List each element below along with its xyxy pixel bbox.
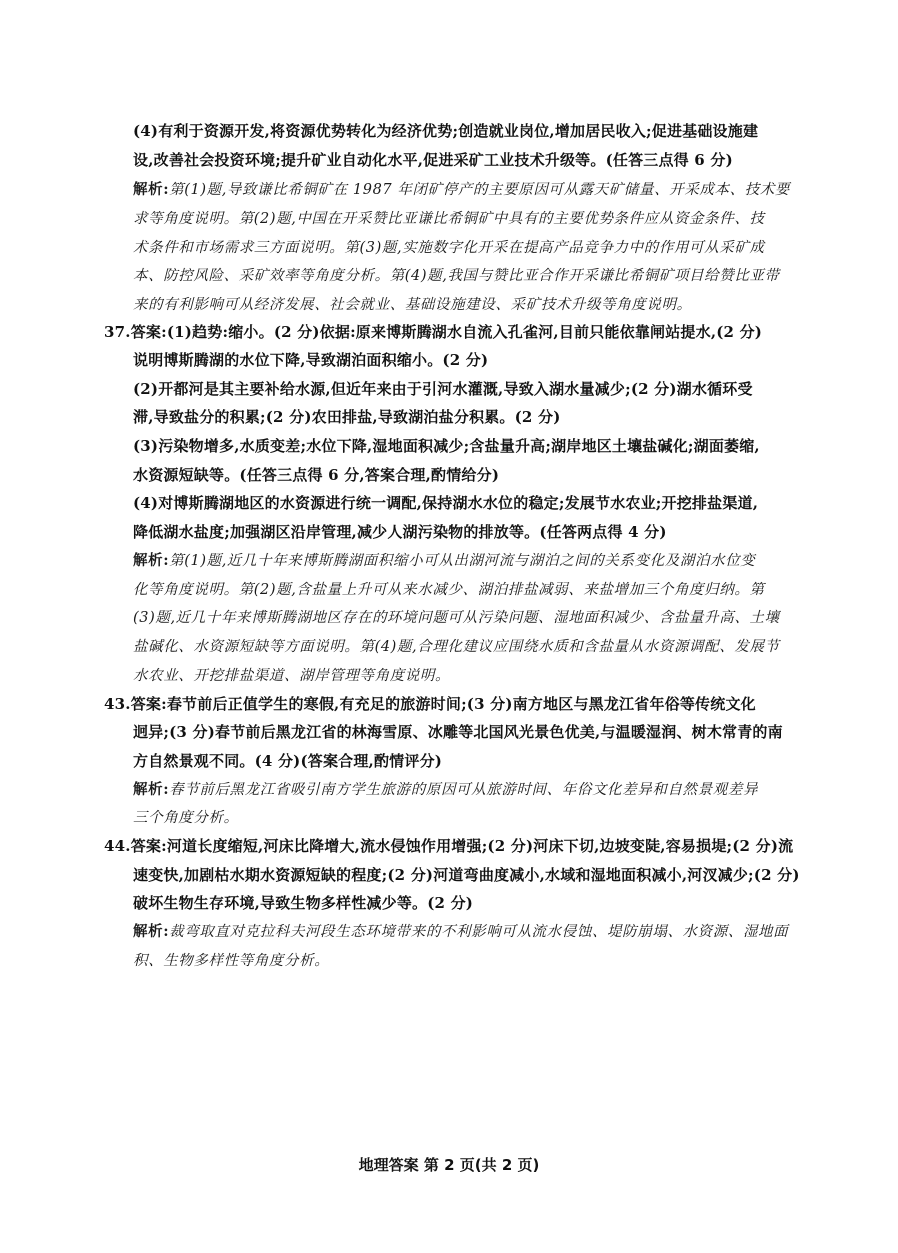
q36-analysis-line-5: 来的有利影响可从经济发展、社会就业、基础设施建设、采矿技术升级等角度说明。 bbox=[133, 297, 692, 313]
q43-answer-line-1: 43.答案:春节前后正值学生的寒假,有充足的旅游时间;(3 分)南方地区与黑龙江省年俗等传统文化 bbox=[104, 695, 756, 713]
q43-answer-line-2: 迥异;(3 分)春节前后黑龙江省的林海雪原、冰雕等北国风光景色优美,与温暖湿润、树木常青的南 bbox=[133, 723, 783, 741]
q43-analysis-line-2: 三个角度分析。 bbox=[133, 810, 239, 826]
q37-answer-line-8: 降低湖水盐度;加强湖区沿岸管理,减少人湖污染物的排放等。(任答两点得 4 分) bbox=[133, 523, 667, 541]
analysis-label: 解析: bbox=[133, 552, 170, 569]
q37-answer-line-7: (4)对博斯腾湖地区的水资源进行统一调配,保持湖水水位的稳定;发展节水农业;开挖排盐渠道, bbox=[133, 494, 759, 512]
analysis-label: 解析: bbox=[133, 923, 170, 940]
answer-label: 答案: bbox=[130, 695, 167, 713]
page-footer: 地理答案 第 2 页(共 2 页) bbox=[358, 1156, 540, 1174]
q36-answer-line-2: 设,改善社会投资环境;提升矿业自动化水平,促进采矿工业技术升级等。(任答三点得 6 分) bbox=[133, 151, 733, 169]
answer-label: 答案: bbox=[130, 323, 167, 341]
q36-analysis-line-3: 术条件和市场需求三方面说明。第(3)题,实施数字化开采在提高产品竞争力中的作用可从采矿成 bbox=[133, 240, 765, 256]
q44-answer-line-2: 速变快,加剧枯水期水资源短缺的程度;(2 分)河道弯曲度减小,水域和湿地面积减小,河汊减少;(2 分) bbox=[133, 866, 800, 884]
q36-answer-line-1: (4)有利于资源开发,将资源优势转化为经济优势;创造就业岗位,增加居民收入;促进基础设施建 bbox=[133, 122, 759, 140]
q44-analysis-line-1: 解析:裁弯取直对克拉科夫河段生态环境带来的不利影响可从流水侵蚀、堤防崩塌、水资源、湿地面 bbox=[133, 923, 789, 940]
q36-analysis-line-4: 本、防控风险、采矿效率等角度分析。第(4)题,我国与赞比亚合作开采谦比希铜矿项目给赞比亚带 bbox=[133, 268, 780, 284]
analysis-label: 解析: bbox=[133, 181, 170, 198]
question-number: 37. bbox=[104, 323, 131, 341]
q37-answer-line-1: 37.答案:(1)趋势:缩小。(2 分)依据:原来博斯腾湖水自流入孔雀河,目前只能依靠闸站提水,(2 分) bbox=[104, 323, 763, 341]
question-number: 43. bbox=[104, 695, 131, 713]
q36-analysis-line-2: 求等角度说明。第(2)题,中国在开采赞比亚谦比希铜矿中具有的主要优势条件应从资金条件、技 bbox=[133, 211, 765, 227]
q36-analysis-line-1: 解析:第(1)题,导致谦比希铜矿在 1987 年闭矿停产的主要原因可从露天矿储量、开采成本、技术要 bbox=[133, 181, 791, 198]
q37-analysis-line-3: (3)题,近几十年来博斯腾湖地区存在的环境问题可从污染问题、湿地面积减少、含盐量升高、土壤 bbox=[133, 610, 780, 626]
q37-answer-line-2: 说明博斯腾湖的水位下降,导致湖泊面积缩小。(2 分) bbox=[133, 351, 489, 369]
q37-analysis-line-5: 水农业、开挖排盐渠道、湖岸管理等角度说明。 bbox=[133, 668, 451, 684]
q37-answer-line-4: 滞,导致盐分的积累;(2 分)农田排盐,导致湖泊盐分积累。(2 分) bbox=[133, 408, 561, 426]
q44-analysis-line-2: 积、生物多样性等角度分析。 bbox=[133, 953, 330, 969]
q44-answer-line-1: 44.答案:河道长度缩短,河床比降增大,流水侵蚀作用增强;(2 分)河床下切,边坡变陡,容易损堤;(2 分)流 bbox=[104, 837, 794, 855]
q37-answer-line-6: 水资源短缺等。(任答三点得 6 分,答案合理,酌情给分) bbox=[133, 466, 500, 484]
q37-answer-line-3: (2)开都河是其主要补给水源,但近年来由于引河水灌溉,导致入湖水量减少;(2 分)湖水循环受 bbox=[133, 380, 753, 398]
analysis-label: 解析: bbox=[133, 781, 170, 798]
q37-analysis-line-2: 化等角度说明。第(2)题,含盐量上升可从来水减少、湖泊排盐减弱、来盐增加三个角度归纳。第 bbox=[133, 582, 765, 598]
q43-answer-line-3: 方自然景观不同。(4 分)(答案合理,酌情评分) bbox=[133, 752, 443, 770]
q44-answer-line-3: 破坏生物生存环境,导致生物多样性减少等。(2 分) bbox=[133, 894, 474, 912]
question-number: 44. bbox=[104, 837, 131, 855]
q43-analysis-line-1: 解析:春节前后黑龙江省吸引南方学生旅游的原因可从旅游时间、年俗文化差异和自然景观差异 bbox=[133, 781, 759, 798]
q37-analysis-line-4: 盐碱化、水资源短缺等方面说明。第(4)题,合理化建议应围绕水质和含盐量从水资源调配、发展节 bbox=[133, 639, 780, 655]
q37-answer-line-5: (3)污染物增多,水质变差;水位下降,湿地面积减少;含盐量升高;湖岸地区土壤盐碱化;湖面萎缩, bbox=[133, 437, 760, 455]
q37-analysis-line-1: 解析:第(1)题,近几十年来博斯腾湖面积缩小可从出湖河流与湖泊之间的关系变化及湖泊水位变 bbox=[133, 552, 756, 569]
answer-label: 答案: bbox=[130, 837, 167, 855]
